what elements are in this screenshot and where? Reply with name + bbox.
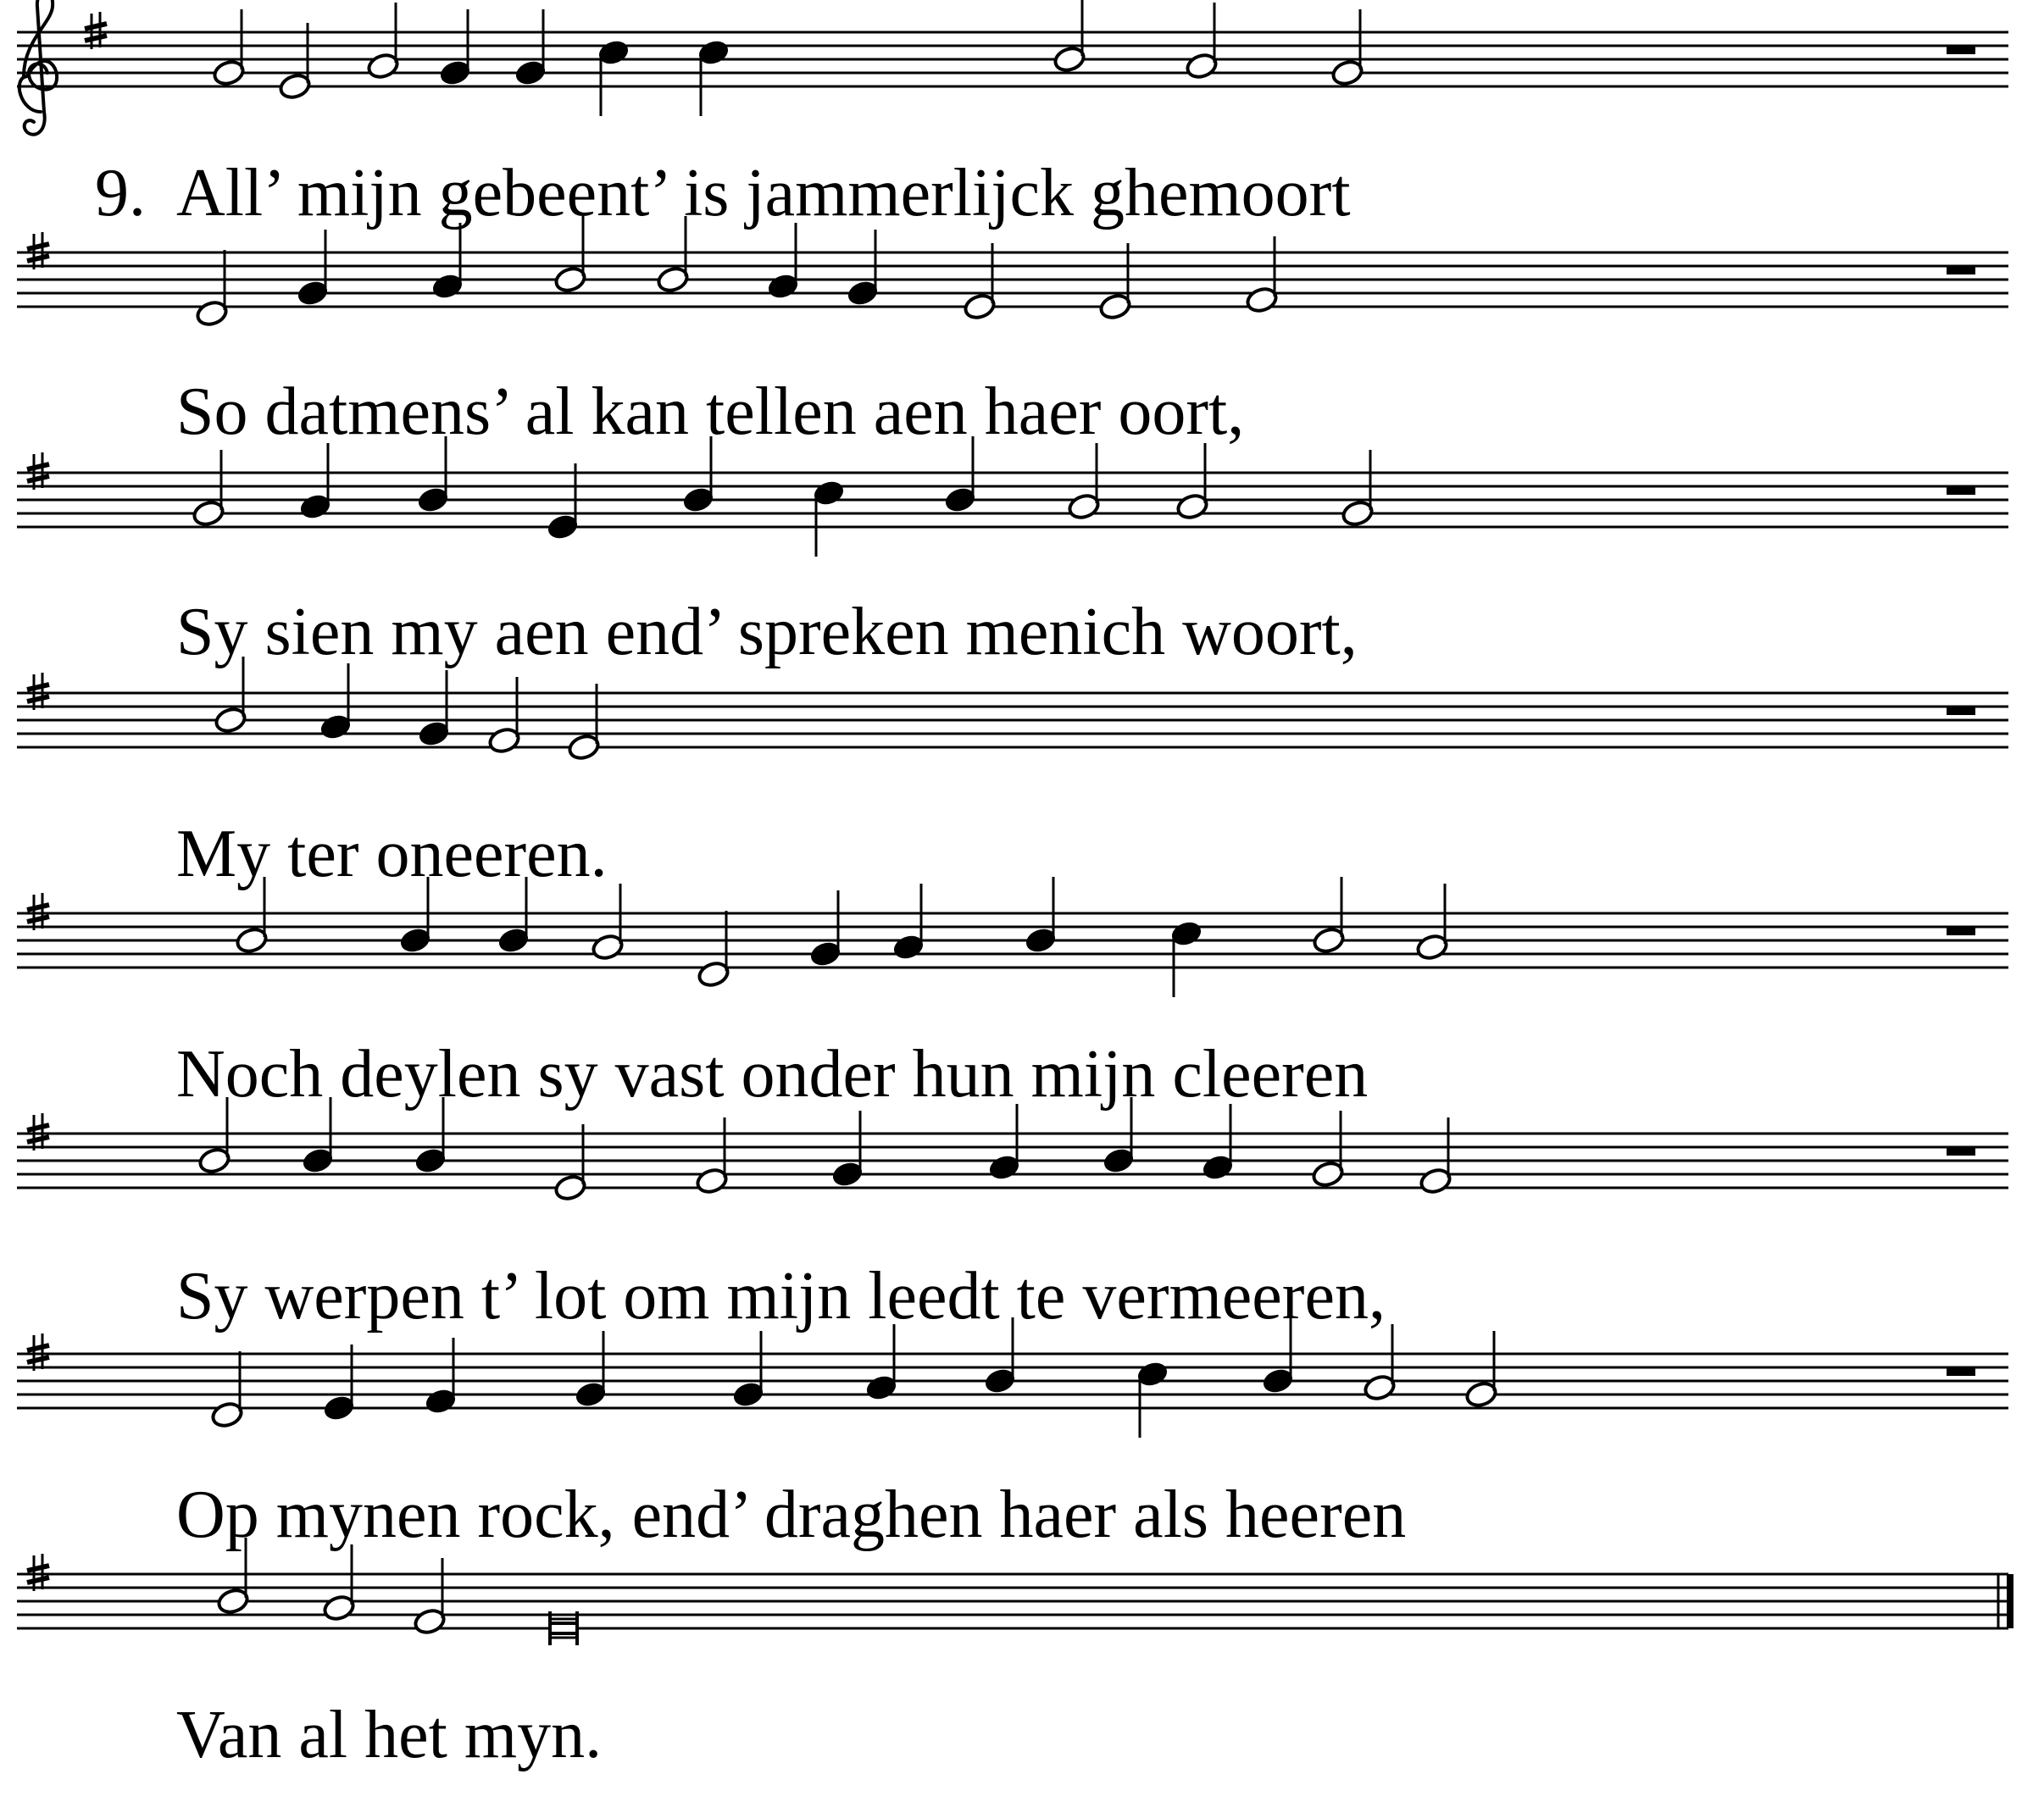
whole-rest [1947,266,1975,274]
lyric-line: Noch deylen sy vast onder hun mijn cleeren [176,1037,1369,1112]
key-sharp-stroke [27,256,49,261]
key-sharp-stroke [27,1125,49,1130]
lyric-line: Sy werpen t’ lot om mijn leedt te vermeeren, [176,1259,1386,1333]
whole-rest [1947,707,1975,715]
lyric-line: All’ mijn gebeent’ is jammerlijck ghemoort [176,156,1351,230]
lyric-line: Op mynen rock, end’ draghen haer als heeren [176,1478,1407,1552]
whole-rest [1947,1367,1975,1376]
whole-rest [1947,927,1975,935]
lyric-line: My ter oneeren. [176,817,608,891]
key-sharp-stroke [27,696,49,701]
key-sharp-stroke [27,1577,49,1583]
whole-rest [1947,1147,1975,1156]
treble-clef-icon [19,0,57,135]
key-sharp-stroke [27,1566,49,1571]
whole-rest [1947,46,1975,54]
lyric-line: Van al het myn. [176,1698,603,1772]
whole-rest [1947,486,1975,495]
key-sharp-stroke [27,464,49,469]
lyric-line: So datmens’ al kan tellen aen haer oort, [176,374,1245,449]
key-sharp-stroke [27,476,49,481]
key-sharp-stroke [27,244,49,249]
verse-number: 9. [95,156,146,230]
lyric-line: Sy sien my aen end’ spreken menich woort, [176,595,1358,669]
key-sharp-stroke [27,1137,49,1142]
key-sharp-stroke [27,1357,49,1362]
key-sharp-stroke [27,1345,49,1350]
key-sharp-stroke [27,685,49,690]
key-sharp-stroke [85,24,107,29]
key-sharp-stroke [27,905,49,910]
key-sharp-stroke [85,36,107,41]
key-sharp-stroke [27,917,49,922]
